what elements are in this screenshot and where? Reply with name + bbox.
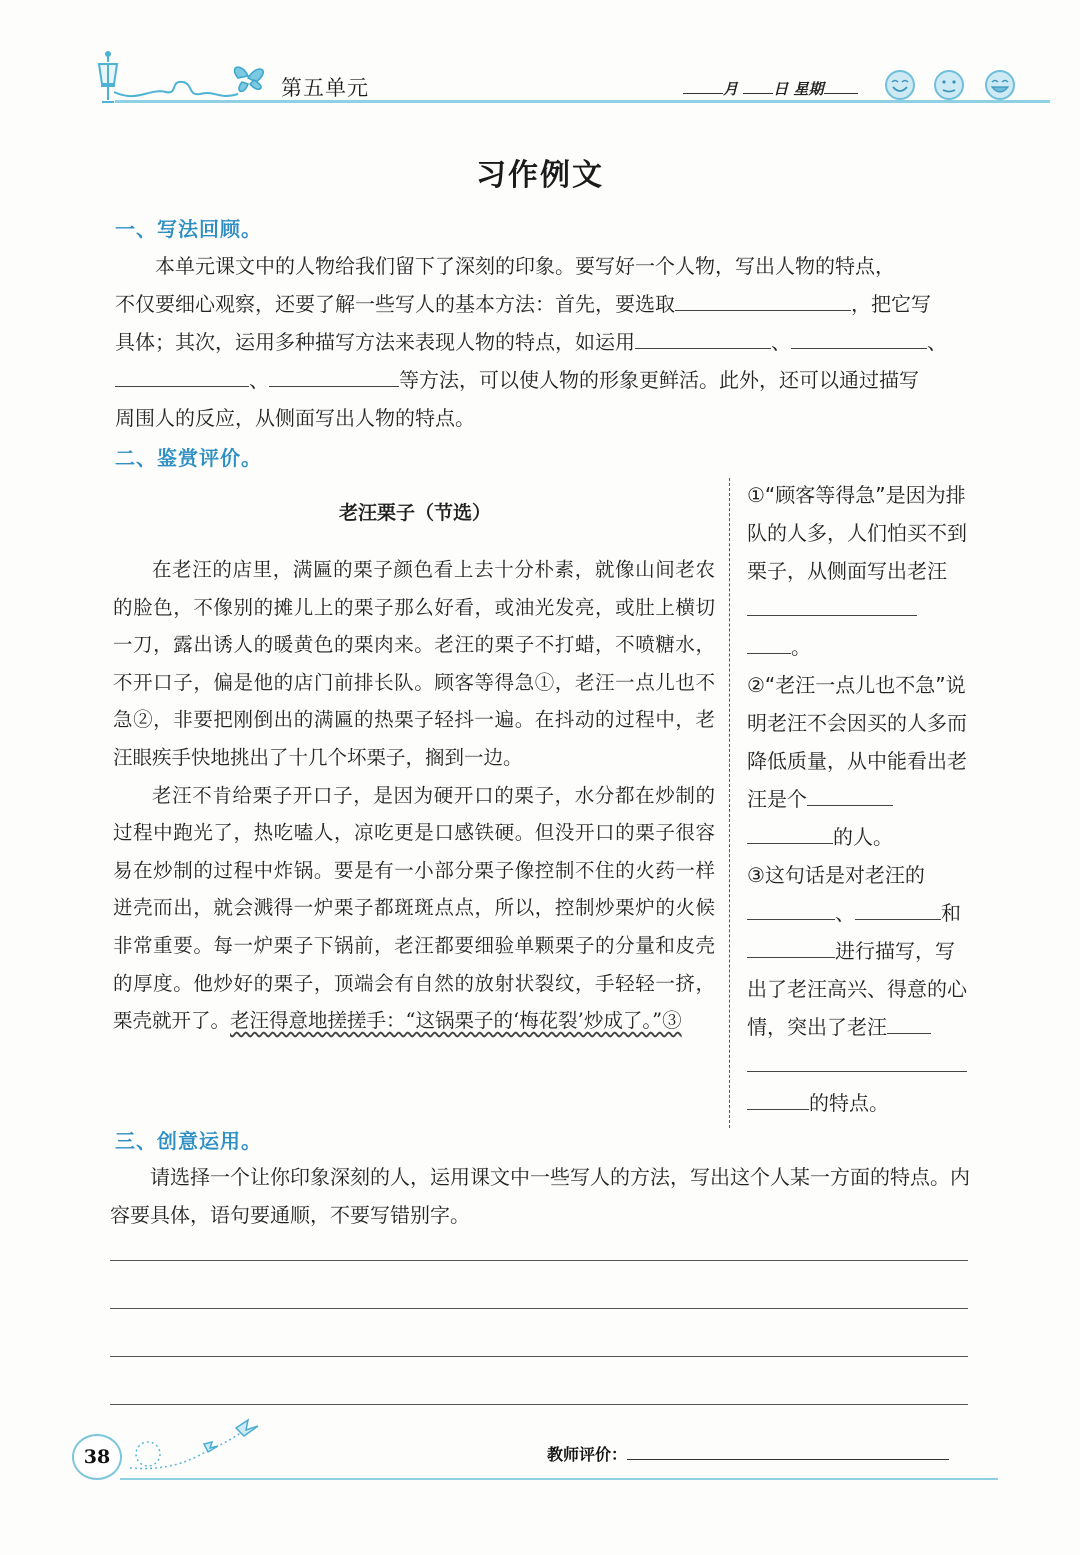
- fill-blank-note3-c[interactable]: [747, 935, 835, 958]
- s1-text: 、: [927, 330, 947, 354]
- s1-text: 、: [249, 368, 269, 392]
- s1-line2: [115, 285, 975, 323]
- fill-blank-note1-cont[interactable]: [747, 631, 791, 654]
- s1-text: 、: [771, 330, 791, 354]
- section3-title: 三、创意运用。: [115, 1129, 262, 1153]
- section3-prompt: 请选择一个让你印象深刻的人，运用课文中一些写人的方法，写出这个人某一方面的特点。内容要具体，语句要通顺，不要写错别字。: [110, 1165, 970, 1227]
- note-text: 的人。: [833, 825, 893, 849]
- weekday-label: 星期: [793, 80, 824, 98]
- note-text: ②“老汪一点儿也不急”说明老汪不会因买的人多而降低质量，从中能看出老汪是个: [747, 673, 967, 811]
- side-notes: [747, 476, 969, 1122]
- fill-blank-method-1[interactable]: [635, 326, 771, 349]
- note-1: [747, 476, 969, 666]
- fill-blank-note3-f[interactable]: [747, 1087, 809, 1110]
- writing-line-4[interactable]: [110, 1404, 968, 1405]
- page-title: 习作例文: [476, 158, 604, 193]
- fill-blank-note3-b[interactable]: [855, 897, 941, 920]
- s1-line4: [115, 361, 975, 399]
- article-text: 老汪不肯给栗子开口子，是因为硬开口的栗子，水分都在炒制的过程中跑光了，热吃嗑人，凉吃更是口感铁硬。但没开口的栗子很容易在炒制的过程中炸锅。要是有一小部分栗子像控制不住的火药一样迸壳而出，就会溅得一炉栗子都斑斑点点，所以，控制炒栗炉的火候非常重要。每一炉栗子下锅前，老汪都要细验单颗栗子的分量和皮壳的厚度。他炒好的栗子，顶端会有自然的放射状裂纹，手轻轻一挤，栗壳就开了。: [113, 783, 715, 1033]
- fill-blank-note3-a[interactable]: [747, 897, 835, 920]
- article-paragraph-1: 在老汪的店里，满匾的栗子颜色看上去十分朴素，就像山间老农的脸色，不像别的摊儿上的栗子那么好看，或油光发亮，或肚上横切一刀，露出诱人的暖黄色的栗肉来。老汪的栗子不打蜡，不喷糖水，不开口子，偏是他的店门前排长队。顾客等得急①，老汪一点儿也不急②，非要把刚倒出的满匾的热栗子轻抖一遍。在抖动的过程中，老汪眼疾手快地挑出了十几个坏栗子，搁到一边。: [113, 558, 715, 769]
- happy-face-icon: [886, 71, 914, 99]
- article-title: 老汪栗子（节选）: [338, 502, 491, 524]
- neutral-face-icon: [935, 71, 963, 99]
- fill-blank-note2[interactable]: [807, 783, 893, 806]
- column-divider: [729, 478, 730, 1128]
- dotted-trail-bird-decoration: [118, 1412, 268, 1478]
- s1-text: ，把它写: [851, 292, 931, 316]
- section1-title: 一、写法回顾。: [115, 217, 262, 241]
- teacher-eval-blank[interactable]: [627, 1443, 949, 1460]
- writing-line-2[interactable]: [110, 1308, 968, 1309]
- s1-text: 等方法，可以使人物的形象更鲜活。此外，还可以通过描写: [399, 368, 919, 392]
- note-2: [747, 666, 969, 856]
- teacher-eval-label: 教师评价：: [547, 1445, 628, 1464]
- note-text: ①“顾客等得急”是因为排队的人多，人们怕买不到栗子，从侧面写出老汪: [747, 483, 967, 583]
- mood-faces: [883, 68, 1023, 102]
- s1-line3: [115, 323, 975, 361]
- fill-blank-note1[interactable]: [747, 593, 917, 616]
- fill-blank-method-4[interactable]: [269, 364, 399, 387]
- note-text: 的特点。: [809, 1091, 889, 1115]
- footer-line: [120, 1478, 998, 1480]
- section2-title: 二、鉴赏评价。: [115, 446, 262, 470]
- unit-title: 第五单元: [281, 76, 369, 100]
- note-text: 。: [791, 635, 811, 659]
- month-blank[interactable]: [683, 79, 723, 94]
- article-paragraph-2: [113, 777, 715, 1040]
- s1-text: 具体；其次，运用多种描写方法来表现人物的特点，如运用: [115, 330, 635, 354]
- fill-blank-method-2[interactable]: [791, 326, 927, 349]
- section1-body: [115, 247, 975, 437]
- fill-blank-note2-cont[interactable]: [747, 821, 833, 844]
- note-3: [747, 856, 969, 1122]
- s1-text: 不仅要细心观察，还要了解一些写人的基本方法：首先，要选取: [115, 292, 675, 316]
- note-text: 和: [941, 901, 961, 925]
- day-blank[interactable]: [743, 79, 773, 94]
- s1-line5: 周围人的反应，从侧面写出人物的特点。: [115, 406, 475, 430]
- note-text: 进行描写，写出了老汪高兴、得意的心情，突出了老汪: [747, 939, 967, 1039]
- day-label: 日: [773, 80, 789, 98]
- s1-line1: 本单元课文中的人物给我们留下了深刻的印象。要写好一个人物，写出人物的特点，: [155, 254, 895, 278]
- wavy-underlined-sentence: 老汪得意地搓搓手：“这锅栗子的‘梅花裂’炒成了。”③: [230, 1009, 682, 1033]
- writing-line-3[interactable]: [110, 1356, 968, 1357]
- date-area: [683, 78, 858, 99]
- weekday-blank[interactable]: [824, 79, 858, 94]
- page-number: 38: [72, 1434, 122, 1480]
- fill-blank-note3-e[interactable]: [747, 1049, 967, 1072]
- month-label: 月: [723, 80, 739, 98]
- laughing-face-icon: [986, 71, 1014, 99]
- fill-blank-note3-d[interactable]: [887, 1011, 931, 1034]
- teacher-evaluation: [547, 1442, 949, 1465]
- note-text: 、: [835, 901, 855, 925]
- article-body: [113, 551, 715, 1040]
- fill-blank-select[interactable]: [675, 288, 851, 311]
- note-text: ③这句话是对老汪的: [747, 863, 925, 887]
- writing-line-1[interactable]: [110, 1260, 968, 1261]
- fill-blank-method-3[interactable]: [115, 364, 249, 387]
